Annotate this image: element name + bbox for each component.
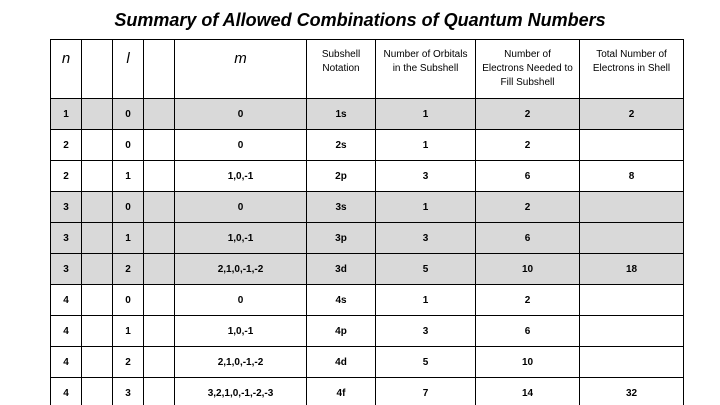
cell-electrons-needed: 2 [476,99,580,130]
cell-m: 3,2,1,0,-1,-2,-3 [175,378,307,405]
cell-total-electrons: 32 [580,378,684,405]
table-row [51,192,684,223]
cell-spacer [144,347,175,378]
cell-electrons-needed: 6 [476,161,580,192]
cell-orbitals: 5 [376,347,476,378]
cell-spacer [82,254,113,285]
cell-total-electrons [580,223,684,254]
cell-m: 0 [175,99,307,130]
cell-n: 3 [51,223,82,254]
cell-total-electrons: 8 [580,161,684,192]
table-row [51,254,684,285]
cell-orbitals: 1 [376,99,476,130]
header-spacer [144,40,175,99]
cell-spacer [82,316,113,347]
cell-subshell-notation: 1s [307,99,376,130]
header-line: Electrons Needed to [482,63,573,74]
cell-n: 3 [51,254,82,285]
cell-electrons-needed: 10 [476,347,580,378]
cell-spacer [144,378,175,405]
cell-l: 2 [113,347,144,378]
table-body [51,99,684,405]
cell-total-electrons: 18 [580,254,684,285]
header-line: Subshell [321,49,361,60]
header-spacer [82,40,113,99]
cell-m: 0 [175,192,307,223]
cell-m: 0 [175,130,307,161]
cell-orbitals: 3 [376,161,476,192]
cell-electrons-needed: 6 [476,223,580,254]
cell-subshell-notation: 3d [307,254,376,285]
cell-spacer [144,130,175,161]
cell-l: 1 [113,316,144,347]
cell-spacer [144,254,175,285]
cell-electrons-needed: 10 [476,254,580,285]
cell-l: 1 [113,223,144,254]
cell-n: 4 [51,285,82,316]
cell-electrons-needed: 14 [476,378,580,405]
cell-n: 4 [51,316,82,347]
table-row [51,378,684,405]
cell-m: 2,1,0,-1,-2 [175,347,307,378]
cell-spacer [82,161,113,192]
table-row [51,161,684,192]
cell-spacer [82,130,113,161]
cell-subshell-notation: 4s [307,285,376,316]
cell-total-electrons [580,316,684,347]
cell-spacer [82,285,113,316]
cell-subshell-notation: 2s [307,130,376,161]
header-orbitals [376,40,476,99]
cell-spacer [82,347,113,378]
cell-total-electrons [580,192,684,223]
header-line: Number of Orbitals [383,49,468,60]
header-l: l [113,40,144,99]
header-subshell-notation [307,40,376,99]
cell-subshell-notation: 4d [307,347,376,378]
cell-n: 4 [51,378,82,405]
cell-spacer [144,99,175,130]
cell-subshell-notation: 4f [307,378,376,405]
cell-subshell-notation: 3p [307,223,376,254]
cell-l: 0 [113,192,144,223]
quantum-numbers-table [50,39,684,405]
cell-total-electrons [580,285,684,316]
header-line: in the Subshell [392,63,459,74]
cell-l: 0 [113,285,144,316]
cell-subshell-notation: 4p [307,316,376,347]
cell-orbitals: 1 [376,130,476,161]
cell-spacer [82,378,113,405]
cell-total-electrons [580,130,684,161]
cell-orbitals: 7 [376,378,476,405]
cell-spacer [144,316,175,347]
cell-spacer [144,192,175,223]
header-electrons-needed [476,40,580,99]
table-row [51,285,684,316]
header-n: n [51,40,82,99]
table-row [51,316,684,347]
cell-electrons-needed: 2 [476,130,580,161]
cell-m: 2,1,0,-1,-2 [175,254,307,285]
cell-spacer [144,161,175,192]
cell-n: 2 [51,161,82,192]
cell-m: 1,0,-1 [175,316,307,347]
page-title: Summary of Allowed Combinations of Quantum Numbers [114,10,606,30]
cell-orbitals: 1 [376,285,476,316]
cell-subshell-notation: 3s [307,192,376,223]
table-row [51,223,684,254]
cell-spacer [82,223,113,254]
cell-n: 1 [51,99,82,130]
cell-l: 2 [113,254,144,285]
cell-l: 1 [113,161,144,192]
cell-l: 0 [113,99,144,130]
cell-electrons-needed: 2 [476,192,580,223]
table-row [51,347,684,378]
cell-n: 2 [51,130,82,161]
header-line: Notation [322,63,360,74]
table-row [51,99,684,130]
cell-l: 3 [113,378,144,405]
cell-orbitals: 5 [376,254,476,285]
header-m: m [175,40,307,99]
header-line: Total Number of [596,49,667,60]
cell-n: 3 [51,192,82,223]
header-line: Fill Subshell [500,77,555,88]
cell-spacer [144,223,175,254]
cell-spacer [82,99,113,130]
header-total-electrons [580,40,684,99]
cell-n: 4 [51,347,82,378]
cell-orbitals: 3 [376,223,476,254]
cell-l: 0 [113,130,144,161]
cell-orbitals: 3 [376,316,476,347]
header-line: Electrons in Shell [592,63,671,74]
cell-total-electrons [580,347,684,378]
cell-spacer [82,192,113,223]
cell-orbitals: 1 [376,192,476,223]
cell-subshell-notation: 2p [307,161,376,192]
header-row [51,40,684,99]
cell-spacer [144,285,175,316]
cell-electrons-needed: 6 [476,316,580,347]
cell-m: 1,0,-1 [175,161,307,192]
cell-total-electrons: 2 [580,99,684,130]
cell-electrons-needed: 2 [476,285,580,316]
header-line: Number of [504,49,551,60]
cell-m: 1,0,-1 [175,223,307,254]
table-row [51,130,684,161]
cell-m: 0 [175,285,307,316]
